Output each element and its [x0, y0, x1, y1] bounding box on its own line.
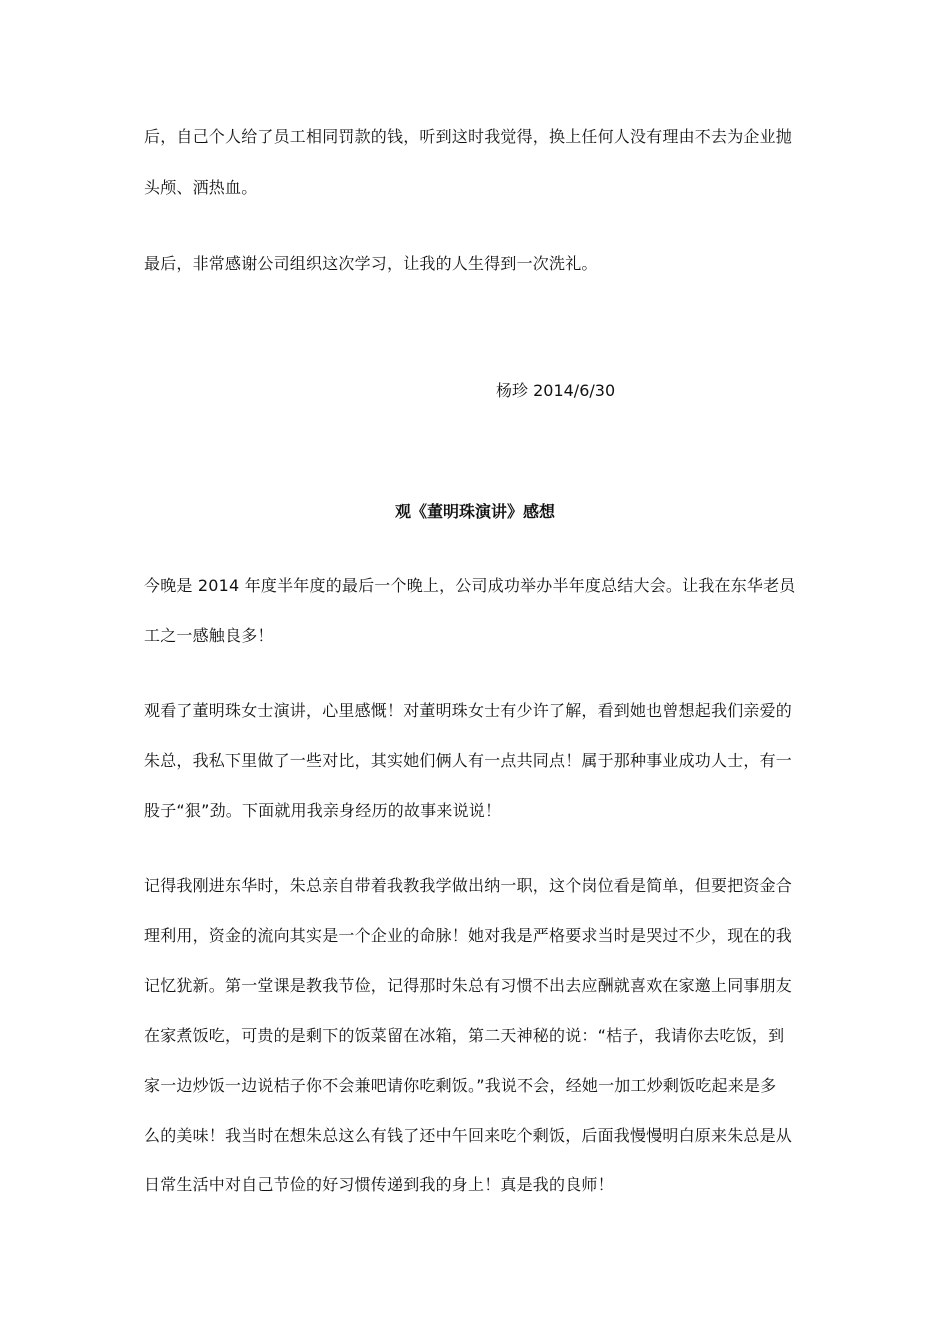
paragraph-line: 家一边炒饭一边说桔子你不会兼吧请你吃剩饭。”我说不会，经她一加工炒剩饭吃起来是多	[144, 1076, 777, 1095]
paragraph-line: 在家煮饭吃，可贵的是剩下的饭菜留在冰箱，第二天神秘的说：“桔子，我请你去吃饭，到	[144, 1026, 785, 1045]
paragraph-line: 朱总，我私下里做了一些对比，其实她们俩人有一点共同点！属于那种事业成功人士，有一	[144, 751, 793, 770]
paragraph-line: 今晚是 2014 年度半年度的最后一个晚上，公司成功举办半年度总结大会。让我在东华老员	[144, 576, 796, 595]
paragraph-line: 么的美味！我当时在想朱总这么有钱了还中午回来吃个剩饭，后面我慢慢明白原来朱总是从	[144, 1126, 793, 1145]
essay-title: 观《董明珠演讲》感想	[394, 502, 555, 521]
signature: 杨珍 2014/6/30	[496, 381, 616, 400]
paragraph-line: 头颅、洒热血。	[144, 178, 258, 197]
paragraph-line: 记得我刚进东华时，朱总亲自带着我教我学做出纳一职，这个岗位看是简单，但要把资金合	[144, 876, 793, 895]
paragraph-line: 记忆犹新。第一堂课是教我节俭，记得那时朱总有习惯不出去应酬就喜欢在家邀上同事朋友	[144, 976, 793, 995]
paragraph-line: 工之一感触良多！	[144, 626, 274, 645]
paragraph-line: 日常生活中对自己节俭的好习惯传递到我的身上！真是我的良师！	[144, 1175, 614, 1194]
paragraph-line: 最后，非常感谢公司组织这次学习，让我的人生得到一次洗礼。	[144, 254, 598, 273]
paragraph-line: 观看了董明珠女士演讲，心里感慨！对董明珠女士有少许了解，看到她也曾想起我们亲爱的	[144, 701, 793, 720]
paragraph-line: 股子“狠”劲。下面就用我亲身经历的故事来说说！	[144, 801, 502, 820]
paragraph-line: 理利用，资金的流向其实是一个企业的命脉！她对我是严格要求当时是哭过不少，现在的我	[144, 926, 793, 945]
paragraph-line: 后，自己个人给了员工相同罚款的钱，听到这时我觉得，换上任何人没有理由不去为企业抛	[144, 127, 793, 146]
